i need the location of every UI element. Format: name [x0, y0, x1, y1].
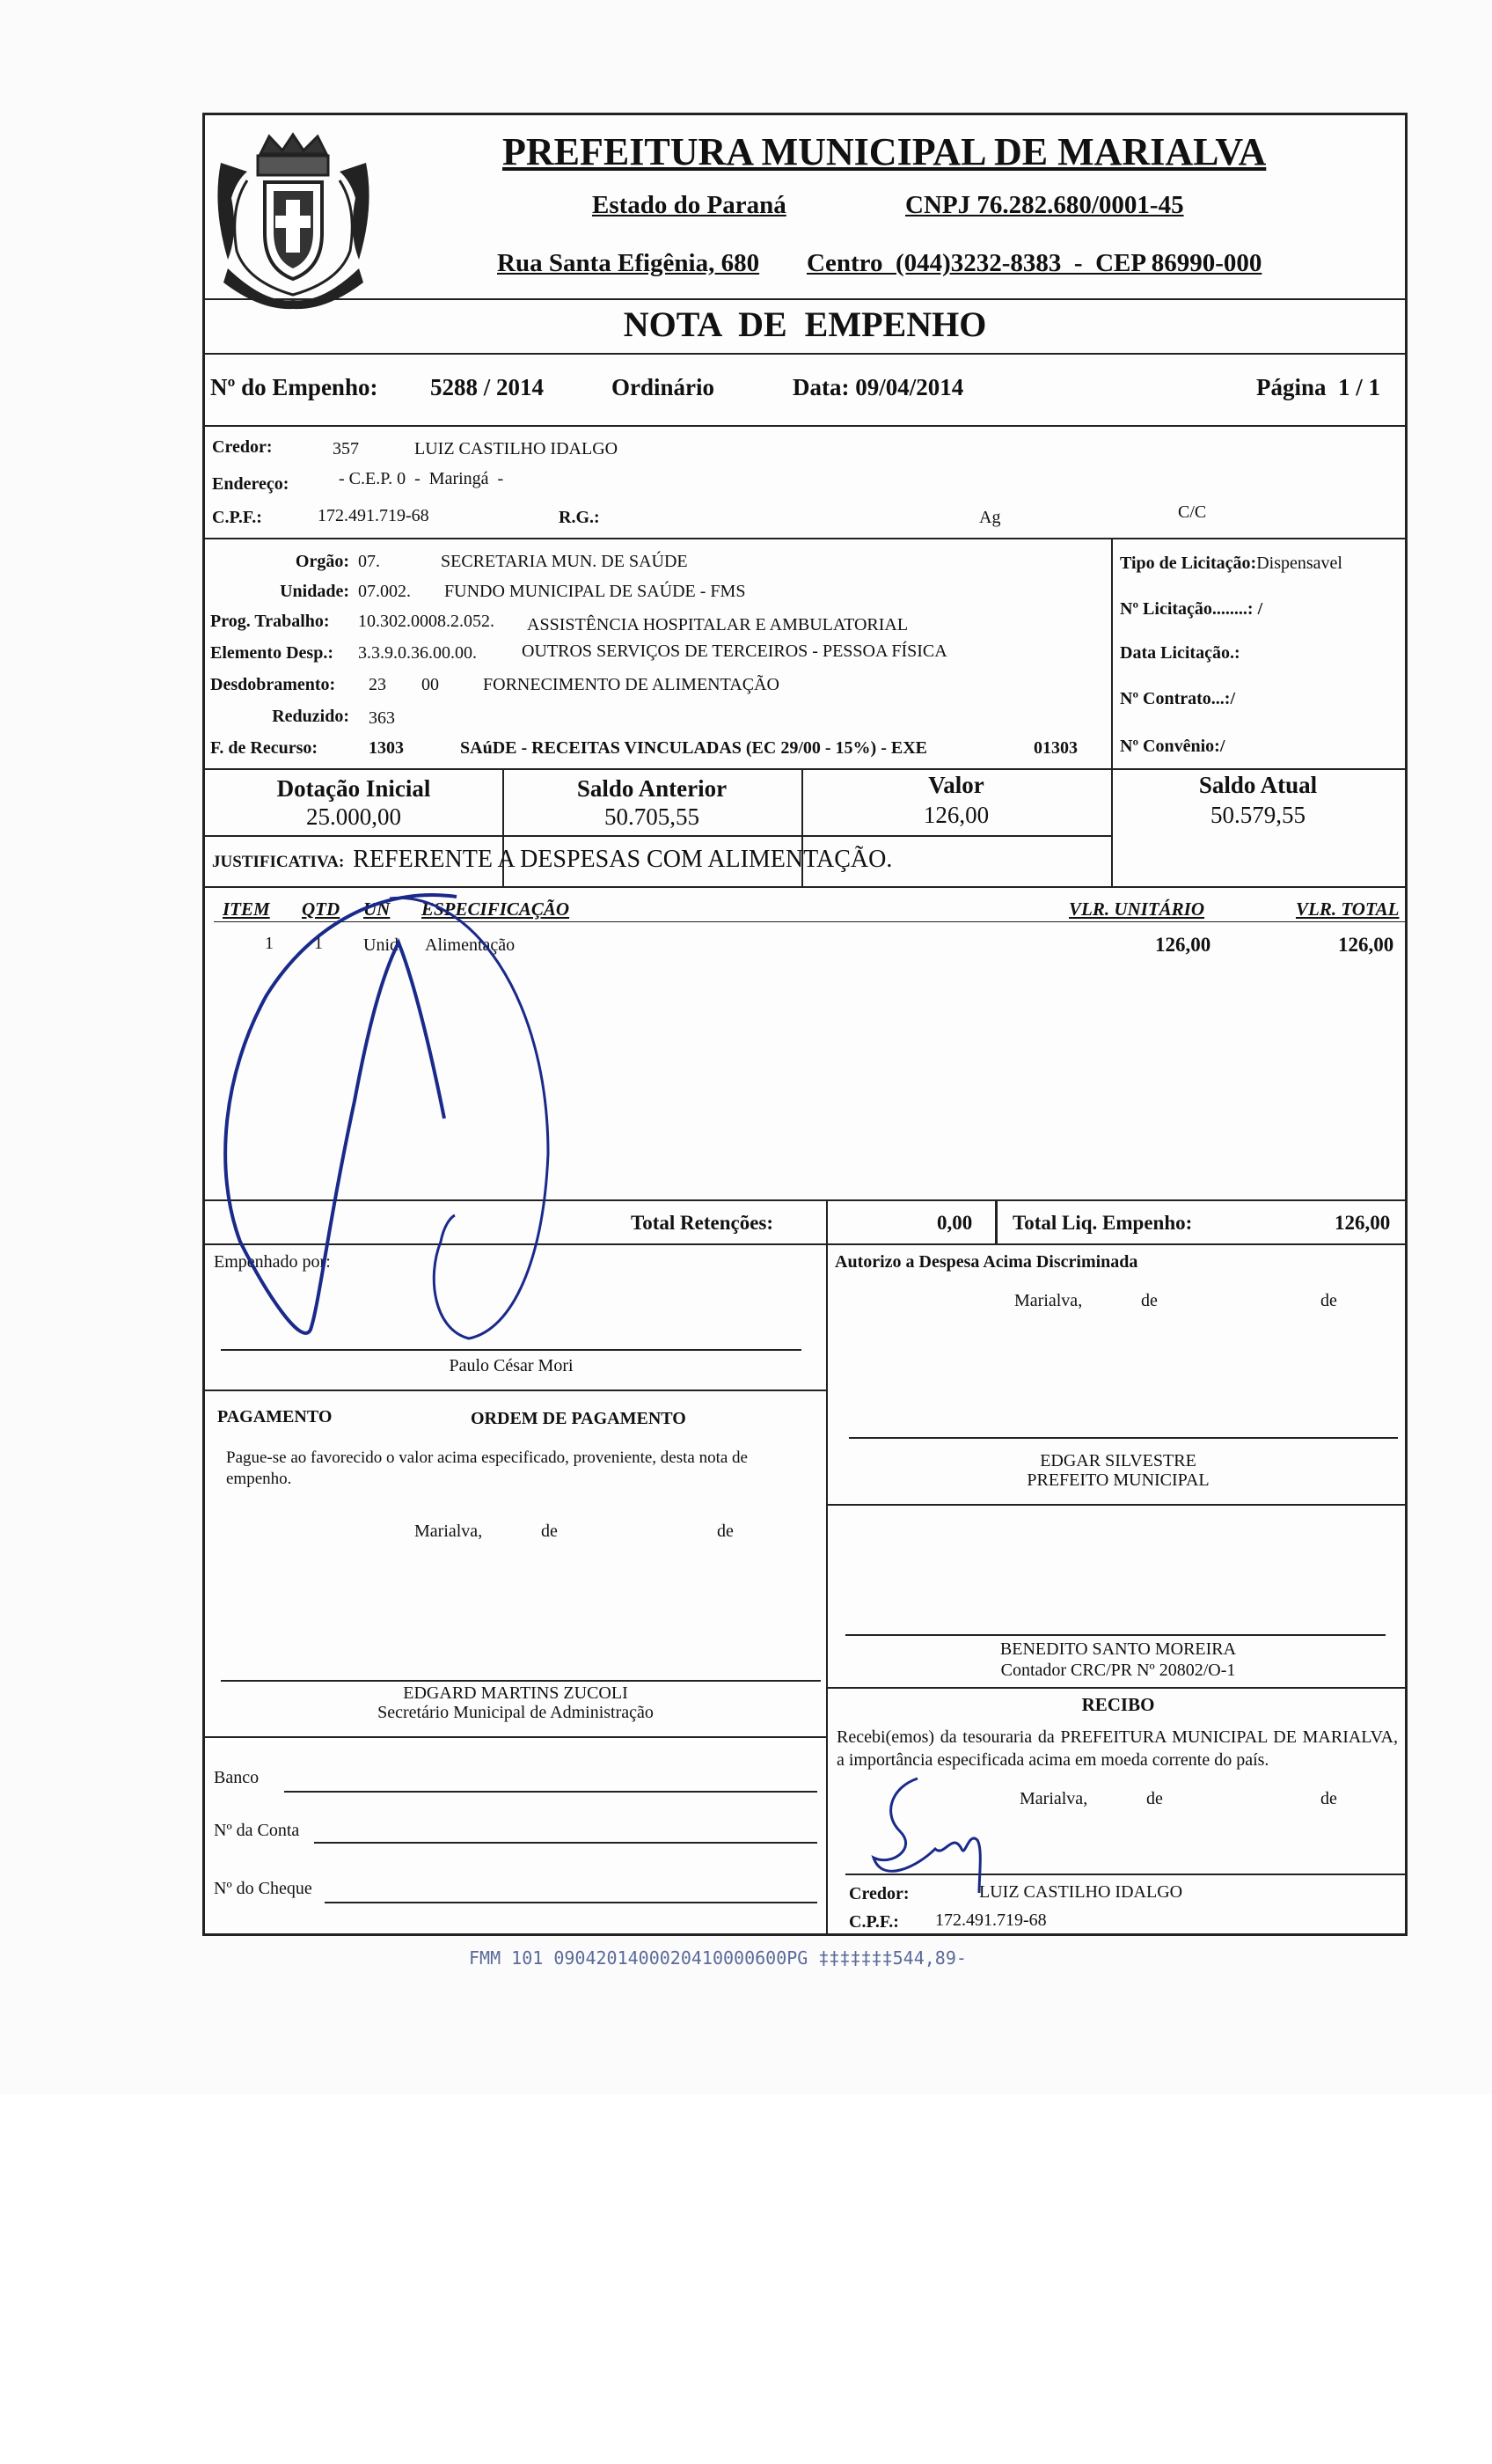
header-cnpj: CNPJ 76.282.680/0001-45 — [905, 191, 1184, 219]
recibo-de-2: de — [1320, 1789, 1337, 1808]
total-retencoes-value: 0,00 — [937, 1212, 973, 1234]
unidade-code: 07.002. — [358, 582, 411, 601]
recibo-credor-name: LUIZ CASTILHO IDALGO — [979, 1882, 1183, 1902]
divider — [205, 768, 1405, 770]
divider — [205, 886, 1405, 888]
unidade-label: Unidade: — [280, 582, 349, 601]
divider — [826, 1243, 828, 1933]
divider — [826, 1199, 828, 1243]
col-vlr-total: VLR. TOTAL — [1296, 898, 1400, 920]
conta-line[interactable] — [314, 1842, 817, 1844]
row-vlr-total: 126,00 — [1338, 934, 1394, 956]
recibo-title: RECIBO — [1081, 1694, 1155, 1715]
coat-of-arms-icon — [212, 128, 375, 311]
cc-label: C/C — [1178, 502, 1207, 522]
contrato-numero: Nº Contrato...:/ — [1120, 689, 1236, 708]
valor-label: Valor — [928, 772, 984, 798]
empenho-number-label: Nº do Empenho: — [210, 374, 378, 400]
total-retencoes-label: Total Retenções: — [631, 1212, 774, 1234]
row-item: 1 — [265, 934, 274, 953]
footer-code: FMM 101 0904201400020410000600PG ‡‡‡‡‡‡‡544,89- — [469, 1947, 967, 1969]
rg-label: R.G.: — [559, 508, 600, 527]
recibo-cpf-value: 172.491.719-68 — [935, 1910, 1047, 1930]
divider — [826, 1687, 1405, 1689]
cpf-label: C.P.F.: — [212, 508, 262, 527]
cheque-line[interactable] — [325, 1902, 817, 1903]
recibo-cpf-label: C.P.F.: — [849, 1912, 899, 1932]
secretario-role: Secretário Municipal de Administração — [377, 1703, 654, 1722]
autorizo-place: Marialva, — [1014, 1291, 1083, 1310]
divider — [205, 538, 1405, 539]
divider — [205, 1390, 826, 1391]
divider — [205, 835, 1111, 837]
recurso-label: F. de Recurso: — [210, 738, 318, 758]
reduzido-value: 363 — [369, 708, 395, 728]
desdobramento-label: Desdobramento: — [210, 675, 336, 694]
cpf-value: 172.491.719-68 — [318, 506, 429, 525]
desdobramento-code: 23 — [369, 675, 386, 694]
credor-name: LUIZ CASTILHO IDALGO — [414, 439, 618, 458]
handwritten-signature — [856, 1761, 1032, 1902]
dotacao-value: 25.000,00 — [306, 803, 401, 830]
signature-line — [845, 1634, 1386, 1636]
banco-line[interactable] — [284, 1791, 817, 1793]
saldo-anterior-label: Saldo Anterior — [576, 775, 728, 802]
contador-name: BENEDITO SANTO MOREIRA — [999, 1639, 1237, 1659]
header-state: Estado do Paraná — [592, 191, 786, 219]
autorizo-de-1: de — [1141, 1291, 1158, 1310]
empenho-number: 5288 / 2014 — [430, 374, 545, 400]
elemento-label: Elemento Desp.: — [210, 643, 333, 663]
col-item: ITEM — [223, 898, 270, 920]
signature-line — [221, 1680, 821, 1682]
empenho-type: Ordinário — [611, 374, 715, 400]
credor-code: 357 — [333, 439, 359, 458]
prog-code: 10.302.0008.2.052. — [358, 612, 494, 631]
pagamento-text: Pague-se ao favorecido o valor acima especificado, proveniente, desta nota de empenho. — [226, 1448, 748, 1488]
contador-role: Contador CRC/PR Nº 20802/O-1 — [1000, 1661, 1236, 1680]
dotacao-label: Dotação Inicial — [276, 775, 431, 802]
empenho-date: Data: 09/04/2014 — [793, 374, 964, 400]
recibo-de-1: de — [1146, 1789, 1163, 1808]
prog-name: ASSISTÊNCIA HOSPITALAR E AMBULATORIAL — [527, 615, 909, 634]
recurso-code-2: 01303 — [1034, 738, 1078, 758]
valor-value: 126,00 — [923, 802, 990, 828]
pagamento-place: Marialva, — [414, 1522, 483, 1541]
divider — [205, 298, 1405, 300]
signature-line — [849, 1437, 1398, 1439]
licitacao-numero: Nº Licitação........: / — [1120, 599, 1263, 619]
pagamento-de-2: de — [717, 1522, 734, 1541]
pagamento-de-1: de — [541, 1522, 558, 1541]
autorizo-de-2: de — [1320, 1291, 1337, 1310]
handwritten-signature — [205, 890, 821, 1382]
recurso-name: SAúDE - RECEITAS VINCULADAS (EC 29/00 - 15%) - EXE — [460, 738, 927, 758]
divider — [205, 425, 1405, 427]
convenio-numero: Nº Convênio:/ — [1120, 737, 1225, 756]
prefeito-name: EDGAR SILVESTRE — [1040, 1451, 1196, 1470]
orgao-label: Orgão: — [295, 552, 349, 571]
empenho-page: Página 1 / 1 — [1256, 374, 1381, 400]
nota-de-empenho-form — [202, 113, 1408, 1969]
row-qtd: 1 — [314, 934, 323, 953]
conta-label: Nº da Conta — [214, 1821, 300, 1840]
saldo-atual-label: Saldo Atual — [1198, 772, 1318, 798]
row-un: Unid — [363, 935, 399, 955]
divider — [1111, 538, 1113, 886]
secretario-name: EDGARD MARTINS ZUCOLI — [403, 1683, 628, 1703]
header-phone-cep: Centro (044)3232-8383 - CEP 86990-000 — [807, 249, 1262, 277]
pagamento-label: PAGAMENTO — [217, 1407, 333, 1426]
elemento-code: 3.3.9.0.36.00.00. — [358, 643, 477, 663]
prog-label: Prog. Trabalho: — [210, 612, 330, 631]
row-vlr-unitario: 126,00 — [1155, 934, 1211, 956]
col-especificacao: ESPECIFICAÇÃO — [421, 898, 570, 920]
empenhado-name: Paulo César Mori — [449, 1356, 574, 1375]
total-liquido-value: 126,00 — [1335, 1212, 1391, 1234]
recibo-credor-label: Credor: — [849, 1884, 910, 1903]
col-un: UN — [363, 898, 391, 920]
justificativa: JUSTIFICATIVA: REFERENTE A DESPESAS COM ALIMENTAÇÃO. — [212, 846, 893, 873]
recibo-place: Marialva, — [1020, 1789, 1088, 1808]
header-address: Rua Santa Efigênia, 680 — [497, 249, 760, 277]
endereco-label: Endereço: — [212, 474, 289, 494]
autorizo-label: Autorizo a Despesa Acima Discriminada — [835, 1252, 1138, 1272]
endereco-value: - C.E.P. 0 - Maringá - — [339, 469, 504, 488]
document-title: NOTA DE EMPENHO — [623, 304, 987, 344]
elemento-name: OUTROS SERVIÇOS DE TERCEIROS - PESSOA FÍSICA — [522, 642, 947, 661]
prefeito-role: PREFEITO MUNICIPAL — [1027, 1470, 1210, 1490]
desdobramento-sub: 00 — [421, 675, 439, 694]
empenhado-label: Empenhado por: — [214, 1252, 331, 1272]
col-vlr-unitario: VLR. UNITÁRIO — [1069, 898, 1205, 920]
orgao-name: SECRETARIA MUN. DE SAÚDE — [441, 552, 688, 571]
credor-label: Credor: — [212, 437, 273, 457]
row-especificacao: Alimentação — [425, 935, 516, 955]
reduzido-label: Reduzido: — [272, 707, 349, 726]
licitacao-tipo: Tipo de Licitação:Dispensavel — [1120, 554, 1342, 573]
divider — [205, 353, 1405, 355]
unidade-name: FUNDO MUNICIPAL DE SAÚDE - FMS — [444, 582, 746, 601]
saldo-anterior-value: 50.705,55 — [604, 803, 699, 830]
divider — [995, 1199, 998, 1243]
header-title: PREFEITURA MUNICIPAL DE MARIALVA — [502, 130, 1267, 173]
recurso-code: 1303 — [369, 738, 404, 758]
ordem-pagamento-title: ORDEM DE PAGAMENTO — [471, 1409, 686, 1428]
orgao-code: 07. — [358, 552, 380, 571]
banco-label: Banco — [214, 1768, 260, 1787]
saldo-atual-value: 50.579,55 — [1210, 802, 1306, 828]
ag-label: Ag — [979, 508, 1001, 527]
divider — [205, 1736, 826, 1738]
desdobramento-name: FORNECIMENTO DE ALIMENTAÇÃO — [483, 675, 779, 694]
divider — [826, 1504, 1405, 1506]
total-liquido-label: Total Liq. Empenho: — [1013, 1212, 1193, 1234]
col-qtd: QTD — [302, 898, 340, 920]
recibo-text: Recebi(emos) da tesouraria da PREFEITURA MUNICIPAL DE MARIALVA, a importância especificada acima em moeda corrente do país. — [837, 1727, 1398, 1770]
cheque-label: Nº do Cheque — [214, 1879, 312, 1898]
licitacao-data: Data Licitação.: — [1120, 643, 1240, 663]
